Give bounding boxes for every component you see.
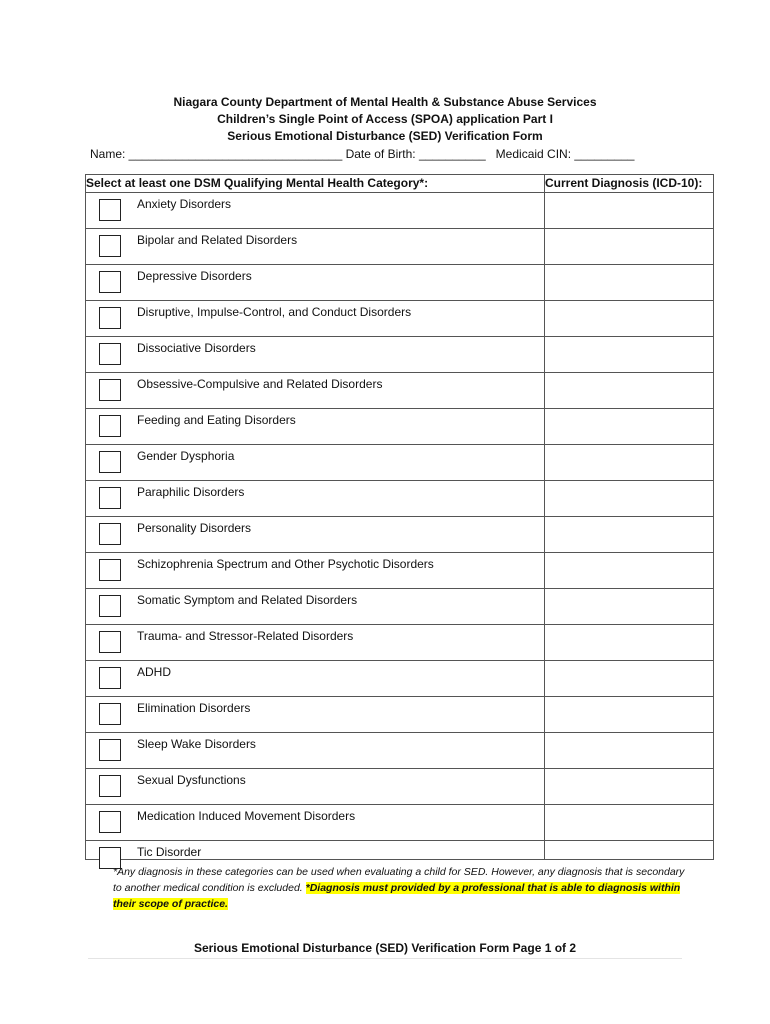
category-label: Personality Disorders: [137, 521, 252, 535]
diagnosis-input-cell[interactable]: [545, 229, 714, 265]
category-row: [86, 661, 714, 697]
diagnosis-input-cell[interactable]: [545, 337, 714, 373]
footnote: [113, 864, 693, 912]
category-checkbox[interactable]: [99, 379, 121, 401]
category-label: Anxiety Disorders: [137, 197, 232, 211]
category-label: Bipolar and Related Disorders: [137, 233, 298, 247]
category-row: [86, 481, 714, 517]
category-row: [86, 517, 714, 553]
category-label: Schizophrenia Spectrum and Other Psychotic Disorders: [137, 557, 434, 571]
category-label: Feeding and Eating Disorders: [137, 413, 296, 427]
diagnosis-input-cell[interactable]: [545, 697, 714, 733]
category-row: [86, 841, 714, 860]
category-row: [86, 733, 714, 769]
category-cell: [86, 229, 545, 265]
category-cell: [86, 517, 545, 553]
category-checkbox[interactable]: [99, 523, 121, 545]
category-row: [86, 553, 714, 589]
category-checkbox[interactable]: [99, 811, 121, 833]
category-row: [86, 805, 714, 841]
category-row: [86, 697, 714, 733]
category-label: Medication Induced Movement Disorders: [137, 809, 356, 823]
diagnosis-input-cell[interactable]: [545, 769, 714, 805]
category-checkbox[interactable]: [99, 415, 121, 437]
category-cell: [86, 589, 545, 625]
category-checkbox[interactable]: [99, 235, 121, 257]
diagnosis-input-cell[interactable]: [545, 589, 714, 625]
category-checkbox[interactable]: [99, 667, 121, 689]
category-cell: [86, 193, 545, 229]
page-footer: Serious Emotional Disturbance (SED) Verification Form Page 1 of 2: [193, 941, 577, 955]
category-row: [86, 265, 714, 301]
category-checkbox[interactable]: [99, 559, 121, 581]
category-row: [86, 373, 714, 409]
category-row: [86, 769, 714, 805]
category-label: Trauma- and Stressor-Related Disorders: [137, 629, 354, 643]
category-column-header: Select at least one DSM Qualifying Mental Health Category*:: [86, 175, 545, 193]
header-line-1: Niagara County Department of Mental Health & Substance Abuse Services: [173, 95, 597, 109]
category-label: Dissociative Disorders: [137, 341, 256, 355]
category-checkbox[interactable]: [99, 703, 121, 725]
category-cell: [86, 733, 545, 769]
category-cell: [86, 301, 545, 337]
category-checkbox[interactable]: [99, 487, 121, 509]
diagnosis-input-cell[interactable]: [545, 301, 714, 337]
category-cell: [86, 769, 545, 805]
category-row: [86, 445, 714, 481]
diagnosis-input-cell[interactable]: [545, 481, 714, 517]
diagnosis-input-cell[interactable]: [545, 517, 714, 553]
category-row: [86, 301, 714, 337]
category-label: Gender Dysphoria: [137, 449, 235, 463]
category-cell: [86, 553, 545, 589]
category-cell: [86, 625, 545, 661]
diagnosis-input-cell[interactable]: [545, 625, 714, 661]
category-checkbox[interactable]: [99, 271, 121, 293]
diagnosis-input-cell[interactable]: [545, 733, 714, 769]
diagnosis-column-header: Current Diagnosis (ICD-10):: [545, 175, 714, 193]
footnote-highlight: *Diagnosis must provided by a professional that is able to diagnosis within their scope of practice.: [113, 882, 681, 910]
category-label: Obsessive-Compulsive and Related Disorders: [137, 377, 383, 391]
diagnosis-input-cell[interactable]: [545, 805, 714, 841]
patient-fields-line[interactable]: Name: ________________________________ Date of Birth: __________ Medicaid CIN: _________: [90, 147, 635, 161]
category-row: [86, 193, 714, 229]
category-checkbox[interactable]: [99, 343, 121, 365]
category-cell: [86, 409, 545, 445]
category-label: Elimination Disorders: [137, 701, 251, 715]
category-row: [86, 409, 714, 445]
category-rows: [86, 193, 714, 860]
category-row: [86, 229, 714, 265]
category-label: Somatic Symptom and Related Disorders: [137, 593, 358, 607]
category-cell: [86, 805, 545, 841]
category-cell: [86, 373, 545, 409]
category-cell: [86, 661, 545, 697]
category-label: Depressive Disorders: [137, 269, 252, 283]
category-row: [86, 625, 714, 661]
category-row: [86, 337, 714, 373]
category-row: [86, 589, 714, 625]
category-checkbox[interactable]: [99, 595, 121, 617]
category-cell: [86, 265, 545, 301]
category-cell: [86, 445, 545, 481]
category-label: Tic Disorder: [137, 845, 202, 859]
category-label: Disruptive, Impulse-Control, and Conduct Disorders: [137, 305, 412, 319]
footnote-text: *Any diagnosis in these categories can be used when evaluating a child for SED. However, any diagnosis that is secondary to another medical condition is excluded.: [113, 866, 685, 894]
category-label: ADHD: [137, 665, 172, 679]
category-label: Sleep Wake Disorders: [137, 737, 256, 751]
category-cell: [86, 337, 545, 373]
footer-divider: [88, 958, 682, 959]
category-label: Sexual Dysfunctions: [137, 773, 246, 787]
diagnosis-input-cell[interactable]: [545, 445, 714, 481]
diagnosis-input-cell[interactable]: [545, 553, 714, 589]
form-title: Serious Emotional Disturbance (SED) Verification Form: [227, 129, 543, 143]
header-line-2: Children’s Single Point of Access (SPOA) application Part I: [217, 112, 553, 126]
category-checkbox[interactable]: [99, 631, 121, 653]
category-cell: [86, 481, 545, 517]
category-label: Paraphilic Disorders: [137, 485, 245, 499]
category-checkbox[interactable]: [99, 451, 121, 473]
category-checkbox[interactable]: [99, 775, 121, 797]
diagnosis-input-cell[interactable]: [545, 373, 714, 409]
category-cell: [86, 841, 545, 860]
diagnosis-input-cell[interactable]: [545, 265, 714, 301]
diagnosis-input-cell[interactable]: [545, 409, 714, 445]
category-table: [85, 174, 714, 860]
diagnosis-input-cell[interactable]: [545, 841, 714, 860]
diagnosis-input-cell[interactable]: [545, 193, 714, 229]
category-cell: [86, 697, 545, 733]
category-checkbox[interactable]: [99, 739, 121, 761]
diagnosis-input-cell[interactable]: [545, 661, 714, 697]
category-checkbox[interactable]: [99, 307, 121, 329]
category-checkbox[interactable]: [99, 199, 121, 221]
